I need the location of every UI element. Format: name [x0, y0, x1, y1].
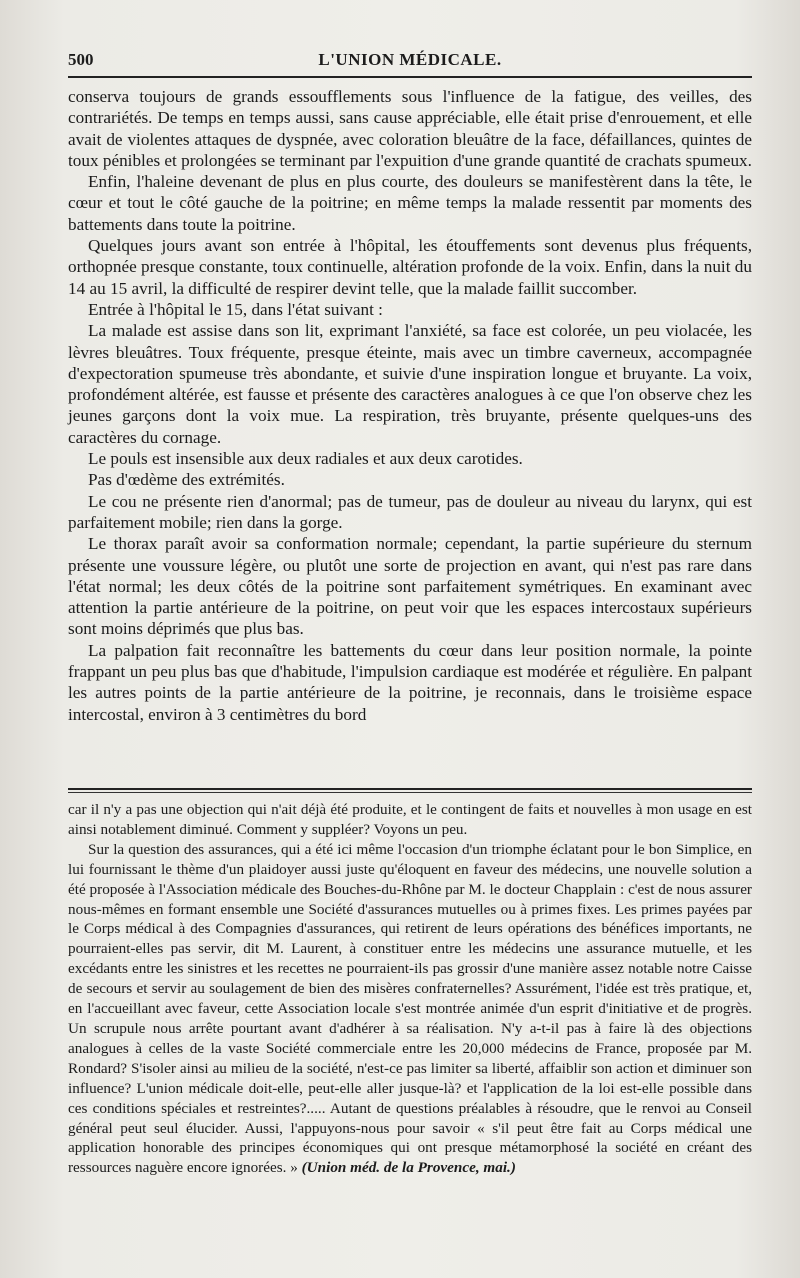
main-paragraph: conserva toujours de grands essoufflements sous l'influence de la fatigue, des veilles, des contrariétés. De temps en temps aussi, sans cause appréciable, elle était prise d'enrouement, et elle avait de violentes attaques de dyspnée, avec coloration bleuâtre de la face, défaillances, quintes de toux pénibles et prolongées se terminant par l'expuition d'une grande quantité de crachats spumeux. [68, 87, 752, 170]
main-paragraph: Le pouls est insensible aux deux radiales et aux deux carotides. [88, 449, 523, 469]
main-paragraph: Entrée à l'hôpital le 15, dans l'état suivant : [88, 299, 383, 319]
main-paragraph: Quelques jours avant son entrée à l'hôpital, les étouffements sont devenus plus fréquents, orthopnée presque constante, toux continuelle, altération profonde de la voix. Enfin, dans la nuit du 14 au 15 avril, la difficulté de respirer devint telle, que la malade faillit succomber. [68, 236, 752, 298]
main-paragraph: Enfin, l'haleine devenant de plus en plus courte, des douleurs se manifestèrent dans la tête, le cœur et tout le côté gauche de la poitrine; en même temps la malade ressentit par moments des battements dans toute la poitrine. [68, 172, 752, 234]
feuilleton-paragraph [68, 840, 752, 1178]
feuilleton-separator-thin [68, 792, 752, 793]
feuilleton-separator-thick [68, 788, 752, 790]
main-paragraph: Pas d'œdème des extrémités. [88, 470, 285, 490]
main-paragraph: Le cou ne présente rien d'anormal; pas de tumeur, pas de douleur au niveau du larynx, qui est parfaitement mobile; rien dans la gorge. [68, 491, 752, 532]
header-rule [68, 76, 752, 78]
page-header [68, 46, 752, 74]
main-paragraph: La palpation fait reconnaître les battements du cœur dans leur position normale, la pointe frappant un peu plus bas que d'habitude, l'impulsion cardiaque est modérée et régulière. En palpant les autres points de la partie antérieure de la poitrine, je reconnais, dans le troisième espace intercostal, environ à 3 centimètres du bord [68, 640, 752, 724]
journal-title: L'UNION MÉDICALE. [318, 50, 502, 69]
page-number: 500 [68, 50, 94, 69]
feuilleton-column [68, 800, 752, 1178]
main-paragraph: La malade est assise dans son lit, exprimant l'anxiété, sa face est colorée, un peu violacée, les lèvres bleuâtres. Toux fréquente, presque éteinte, mais avec un timbre caverneux, accompagnée d'expectoration spumeuse très abondante, et suivie d'une inspiration longue et bruyante. La voix, profondément altérée, est fausse et présente des caractères analogues à ce que l'on observe chez les jeunes garçons dont la voix mue. La respiration, très bruyante, présente quelques-uns des caractères du cornage. [68, 321, 752, 447]
main-text-column [68, 86, 752, 725]
source-citation: (Union méd. de la Provence, mai.) [301, 1159, 516, 1177]
feuilleton-paragraph-text: Sur la question des assurances, qui a été ici même l'occasion d'un triomphe éclatant pour le bon Simplice, en lui fournissant le thème d'un plaidoyer aussi juste qu'éloquent en faveur des médecins, une nouvelle solution a été proposée à l'Association médicale des Bouches-du-Rhône par M. le docteur Chapplain : c'est de nous assurer nous-mêmes en formant ensemble une Société d'assurances mutuelles ou à primes fixes. Les primes payées par le Corps médical à des Compagnies d'assurances, qui retirent de leurs opérations des bénéfices importants, ne pourraient-elles pas servir, dit M. Laurent, à constituer entre les médecins une assurance mutuelle, et les excédants entre les sinistres et les recettes ne pourraient-ils pas grossir d'une manière assez notable notre Caisse de secours et servir au soulagement de bien des misères confraternelles? Assurément, l'idée est très pratique, et, en l'accueillant avec faveur, cette Association locale s'est montrée animée d'un esprit d'initiative et de progrès. Un scrupule nous arrête pourtant avant d'adhérer à sa réalisation. N'y a-t-il pas à faire là des objections analogues à celles de la vaste Société commerciale entre les 20,000 médecins de France, proposée par M. Rondard? S'isoler ainsi au milieu de la société, n'est-ce pas limiter sa liberté, affaiblir son action et diminuer son influence? L'union médicale doit-elle, peut-elle aller jusque-là? et l'application de la loi est-elle possible dans ces conditions spéciales et restreintes?..... Autant de questions préalables à résoudre, que le renvoi au Conseil général peut seul élucider. Aussi, l'appuyons-nous pour savoir « s'il peut être fait au Corps médical une application honorable des principes économiques qui ont presque métamorphosé la société en créant des ressources naguère encore ignorées. » [68, 840, 752, 1177]
main-paragraph: Le thorax paraît avoir sa conformation normale; cependant, la partie supérieure du sternum présente une voussure légère, ou plutôt une sorte de projection en avant, qui n'est pas rare dans l'état normal; les deux côtés de la poitrine sont parfaitement symétriques. En examinant avec attention la partie antérieure de la poitrine, on peut voir que les espaces intercostaux supérieurs sont moins déprimés que plus bas. [68, 534, 752, 639]
feuilleton-paragraph: car il n'y a pas une objection qui n'ait déjà été produite, et le contingent de faits et nouvelles à mon usage en est ainsi notablement diminué. Comment y suppléer? Voyons un peu. [68, 801, 752, 838]
